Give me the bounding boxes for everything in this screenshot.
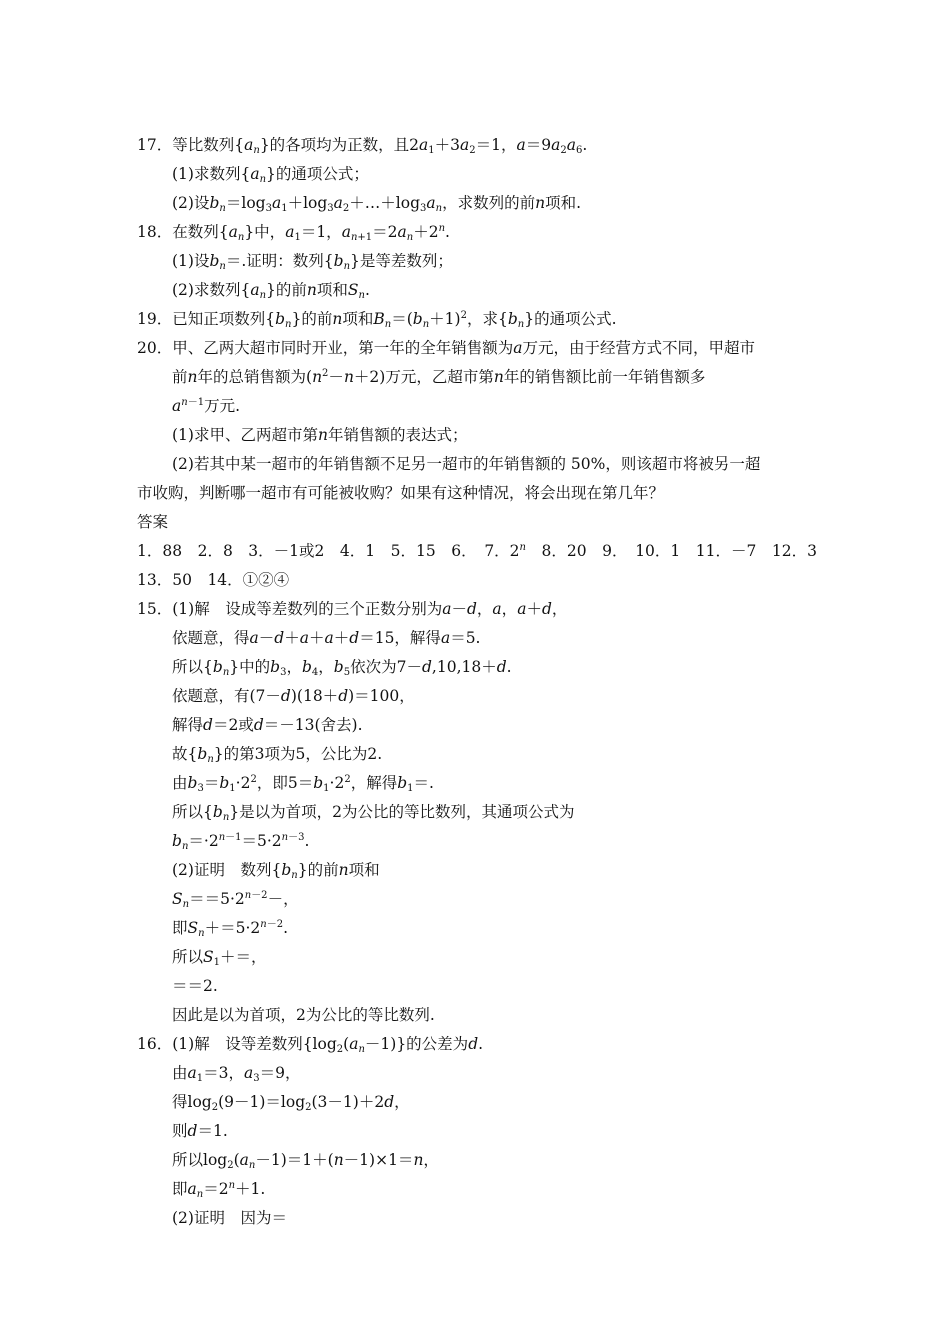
q20-line3: $a^{n-1}$万元. — [172, 397, 241, 415]
q20-line2: 前n年的总销售额为$(n^2-n+2)$万元，乙超市第n年的销售额比前一年销售额多 — [172, 368, 706, 386]
q19-stem: 19．已知正项数列$\{b_n\}$的前n项和$B_n=(b_n+1)^2$，求$\{b_n\}$的通项公式. — [137, 310, 617, 330]
a16-line2: 由$a_1=3$，$a_3=9$， — [172, 1064, 301, 1084]
q17-stem: 17．等比数列$\{a_n\}$的各项均为正数，且$2a_1+3a_2=1$，$a=9a_2a_6$. — [137, 136, 588, 156]
a15-line4: 依题意，有(7－d)(18＋d)＝100， — [172, 687, 415, 705]
a16-line1: 16．(1)解 设等差数列$\{\log_2(a_n-1)\}$的公差为d. — [137, 1035, 484, 1055]
a15-line5: 解得d＝2或d＝－13(舍去). — [172, 716, 363, 734]
a16-line6: 即$a_n=2^n+1$. — [172, 1180, 266, 1200]
q17-part1: (1)求数列$\{a_n\}$的通项公式； — [172, 165, 369, 185]
a15-line7: 由$b_3=b_1\cdot 2^2$，即$5=b_1\cdot 2^2$，解得$b_1=$. — [172, 774, 434, 794]
answers-row1: 1．88 2．8 3．－1或2 4．1 5．15 6． 7．2$^n$ 8．20 9． 10．1 11．－7 12．3 — [137, 542, 817, 560]
q20-line1: 20．甲、乙两大超市同时开业，第一年的全年销售额为a万元，由于经营方式不同，甲超市 — [137, 339, 756, 357]
a15-line13: 所以$S_1+=$， — [172, 948, 267, 968]
a16-line3: 得$\log_2(9-1)=\log_2(3-1)+2d$， — [172, 1093, 410, 1113]
q18-part2: (2)求数列$\{a_n\}$的前n项和$S_n$. — [172, 281, 370, 301]
q18-stem: 18．在数列$\{a_n\}$中，$a_1=1$，$a_{n+1}=2a_n+2^n$. — [137, 223, 450, 243]
a15-line3: 所以$\{b_n\}$中的$b_3$，$b_4$，$b_5$依次为7－d,10,18＋d. — [172, 658, 512, 678]
a16-line7: (2)证明 因为＝ — [172, 1209, 287, 1227]
q18-part1: (1)设$b_n=$.证明：数列$\{b_n\}$是等差数列； — [172, 252, 453, 272]
a15-line12: 即$S_n+=5\cdot 2^{n-2}$. — [172, 919, 289, 939]
a15-line11: $S_n==5\cdot 2^{n-2}-$， — [172, 890, 299, 910]
a15-line6: 故$\{b_n\}$的第3项为5，公比为2. — [172, 745, 383, 765]
a15-line1: 15．(1)解 设成等差数列的三个正数分别为a－d，a，a＋d， — [137, 600, 568, 618]
a15-line15: 因此是以为首项，2为公比的等比数列. — [172, 1006, 435, 1024]
q17-part2: (2)设$b_n=\log_3a_1+\log_3a_2+\dots+\log_3a_n$，求数列的前n项和. — [172, 194, 582, 214]
a15-line9: $b_n=\cdot 2^{n-1}=5\cdot 2^{n-3}$. — [172, 832, 310, 852]
q20-part2-cont: 市收购，判断哪一超市有可能被收购？如果有这种情况，将会出现在第几年？ — [137, 484, 665, 502]
a16-line5: 所以$\log_2(a_n-1)=1+(n-1)\times 1=n$， — [172, 1151, 439, 1171]
a15-line2: 依题意，得a－d＋a＋a＋d＝15，解得a＝5. — [172, 629, 481, 647]
q20-part2: (2)若其中某一超市的年销售额不足另一超市的年销售额的 50%，则该超市将被另一超 — [172, 455, 761, 473]
a15-line8: 所以$\{b_n\}$是以为首项，2为公比的等比数列，其通项公式为 — [172, 803, 575, 823]
answers-heading: 答案 — [137, 513, 169, 531]
q20-part1: (1)求甲、乙两超市第n年销售额的表达式； — [172, 426, 468, 444]
a15-line14: ＝＝2. — [172, 977, 218, 995]
a15-line10: (2)证明 数列$\{b_n\}$的前n项和 — [172, 861, 380, 881]
answers-row2: 13．50 14．①②④ — [137, 571, 290, 589]
a16-line4: 则d＝1. — [172, 1122, 228, 1140]
